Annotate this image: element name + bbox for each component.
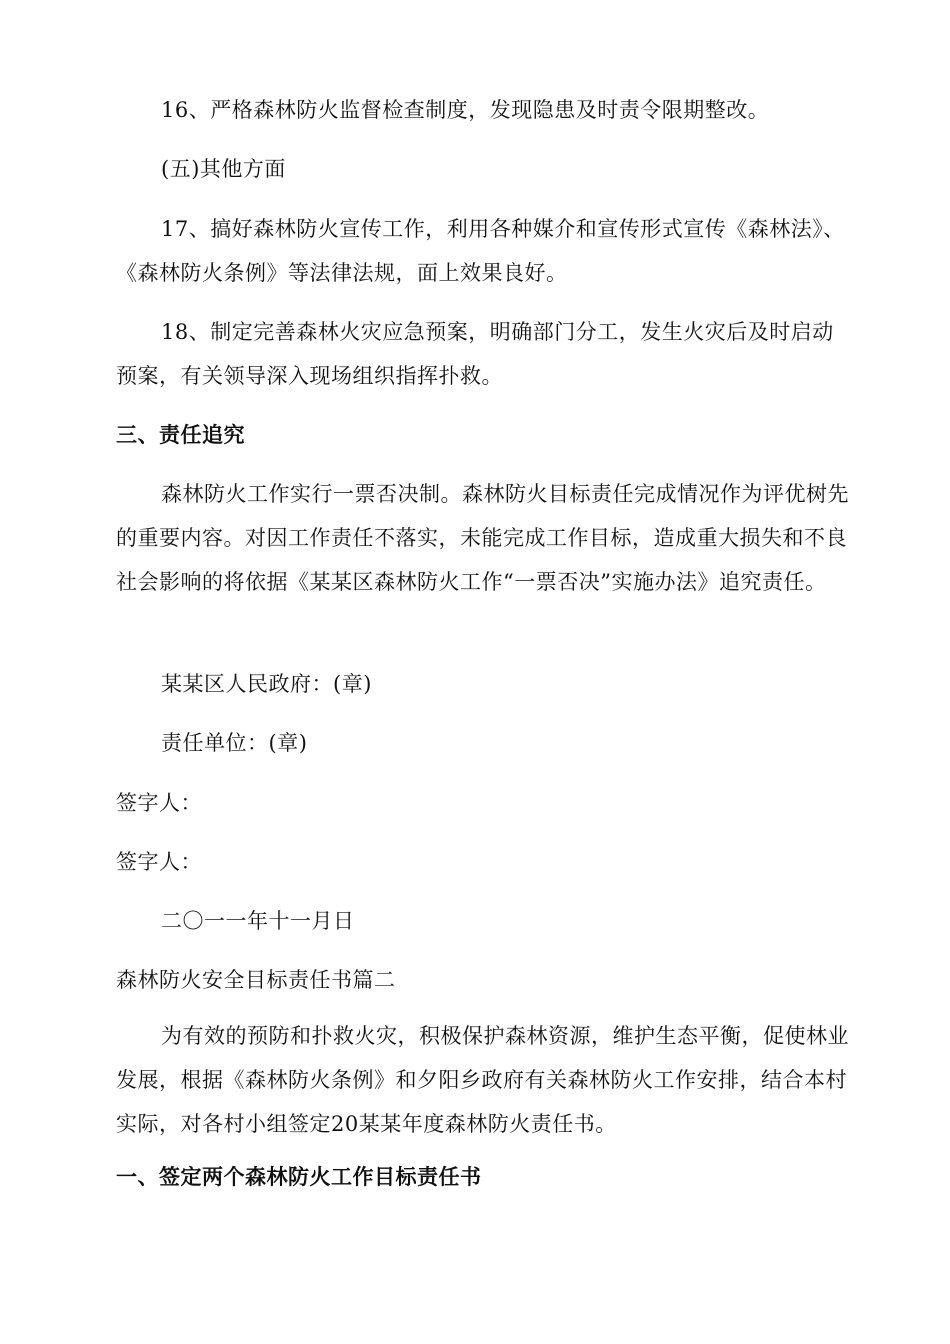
part-2-title: 森林防火安全目标责任书篇二 [116,968,396,992]
section-5-title: (五)其他方面 [161,157,286,181]
signer-line-2: 签字人： [116,850,202,874]
responsible-unit-seal-line: 责任单位：(章) [161,731,308,755]
date-line: 二〇一一年十一月日 [161,909,355,933]
section-3-body: 森林防火工作实行一票否决制。森林防火目标责任完成情况作为评优树先的重要内容。对因工作责任不落实，未能完成工作目标，造成重大损失和不良社会影响的将依据《某某区森林防火工作“一票否决”实施办法》追究责任。 [116,482,849,594]
government-seal-line: 某某区人民政府：(章) [161,672,372,696]
part-2-intro: 为有效的预防和扑救火灾，积极保护森林资源，维护生态平衡，促使林业发展，根据《森林防火条例》和夕阳乡政府有关森林防火工作安排，结合本村实际，对各村小组签定20某某年度森林防火责任书。 [116,1024,849,1136]
signer-line-1: 签字人： [116,791,202,815]
item-16: 16、严格森林防火监督检查制度，发现隐患及时责令限期整改。 [161,98,770,122]
part-2-section-1-heading: 一、签定两个森林防火工作目标责任书 [116,1165,482,1189]
item-18: 18、制定完善森林火灾应急预案，明确部门分工，发生火灾后及时启动预案，有关领导深入现场组织指挥扑救。 [116,320,834,388]
section-3-heading: 三、责任追究 [116,423,245,447]
item-17: 17、搞好森林防火宣传工作，利用各种媒介和宣传形式宣传《森林法》、《森林防火条例》等法律法规，面上效果良好。 [116,217,845,285]
